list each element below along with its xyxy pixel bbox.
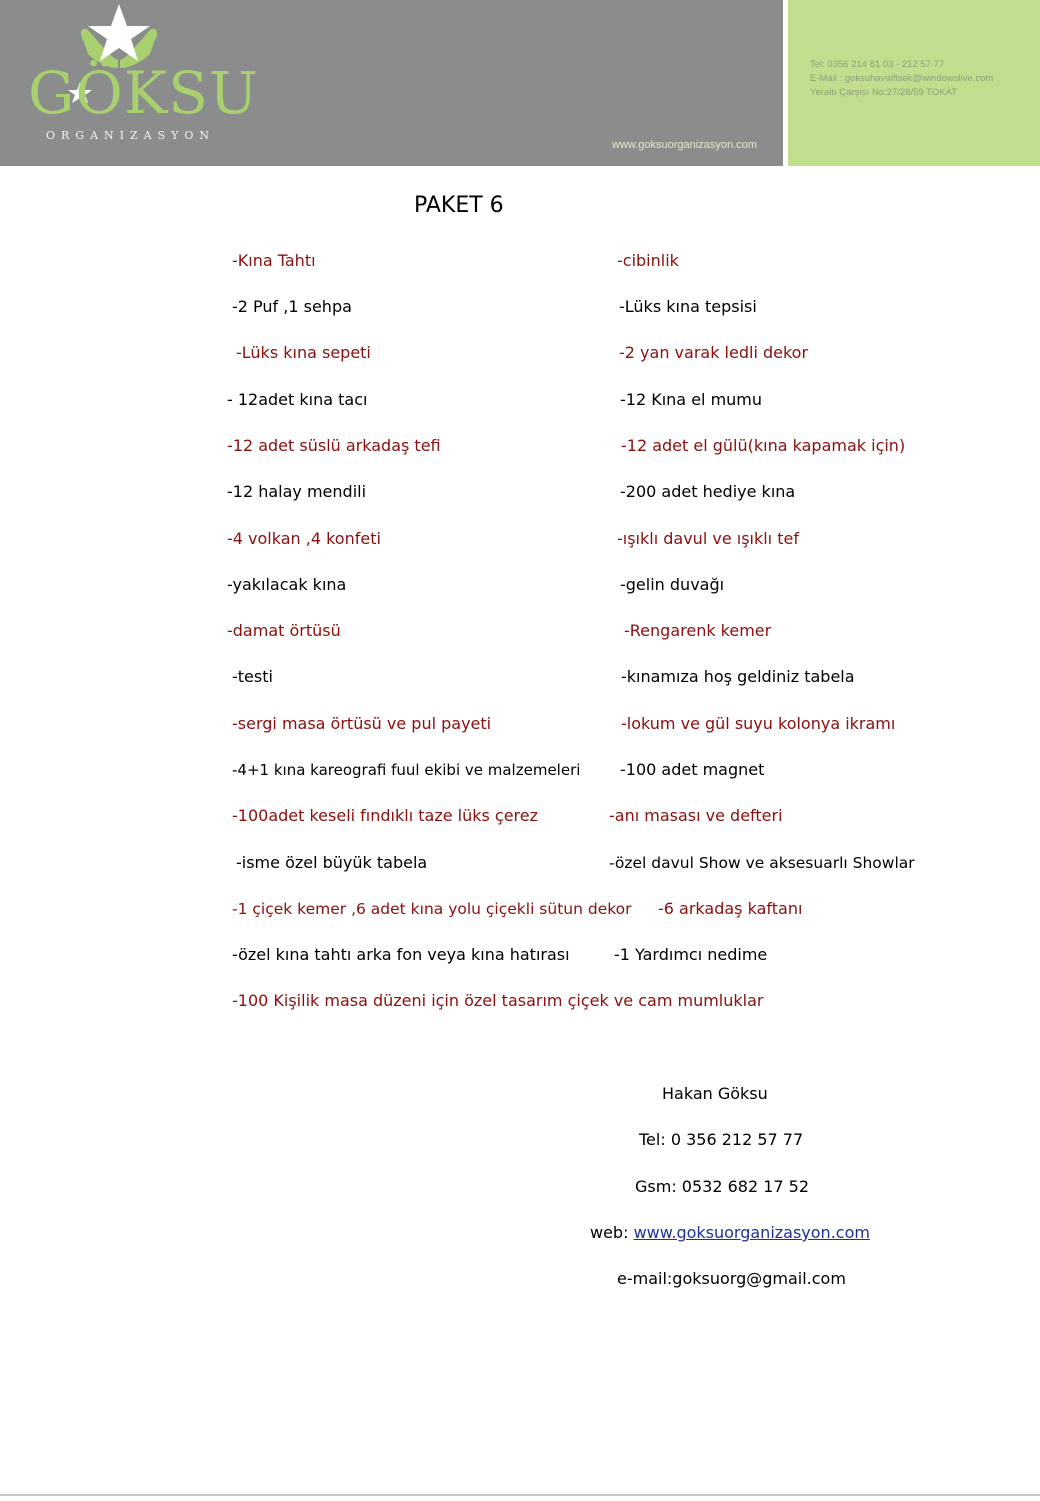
- signature-tel: Tel: 0 356 212 57 77: [639, 1130, 804, 1149]
- list-item: -özel davul Show ve aksesuarlı Showlar: [609, 854, 915, 872]
- list-item: -kınamıza hoş geldiniz tabela: [621, 667, 855, 686]
- list-item: -100adet keseli fındıklı taze lüks çerez: [232, 806, 539, 825]
- header-contact: [810, 58, 993, 100]
- list-item: -100 adet magnet: [620, 760, 765, 779]
- list-item: -100 Kişilik masa düzeni için özel tasarım çiçek ve cam mumluklar: [232, 991, 764, 1010]
- list-item: -4+1 kına kareografi fuul ekibi ve malzemeleri: [232, 761, 581, 779]
- list-item: -ışıklı davul ve ışıklı tef: [617, 529, 799, 548]
- page-bottom-border: [0, 1494, 1040, 1496]
- header-contact-line: Tel: 0356 214 81 03 - 212 57 77: [810, 59, 945, 70]
- list-item: -isme özel büyük tabela: [236, 853, 428, 872]
- list-item: -1 Yardımcı nedime: [614, 945, 768, 964]
- list-item: -1 çiçek kemer ,6 adet kına yolu çiçekli sütun dekor: [232, 900, 632, 918]
- list-item: -Lüks kına sepeti: [236, 343, 371, 362]
- list-item: -gelin duvağı: [620, 575, 725, 594]
- list-item: -Kına Tahtı: [232, 251, 316, 270]
- list-item: -damat örtüsü: [227, 621, 341, 640]
- list-item: -12 adet süslü arkadaş tefi: [227, 436, 441, 455]
- header-contact-line: Yeraltı Çarşısı No:27/28/59 TOKAT: [810, 87, 957, 98]
- website-link[interactable]: www.goksuorganizasyon.com: [633, 1223, 870, 1242]
- list-item: -12 halay mendili: [227, 482, 367, 501]
- letterhead: [0, 0, 1040, 166]
- list-item: -anı masası ve defteri: [609, 806, 783, 825]
- list-item: - 12adet kına tacı: [227, 390, 368, 409]
- list-item: -lokum ve gül suyu kolonya ikramı: [621, 714, 896, 733]
- list-item: -özel kına tahtı arka fon veya kına hatırası: [232, 945, 570, 964]
- list-item: -sergi masa örtüsü ve pul payeti: [232, 714, 492, 733]
- header-website: www.goksuorganizasyon.com: [612, 139, 757, 151]
- logo-subtitle: ORGANIZASYON: [46, 129, 216, 142]
- list-item: -yakılacak kına: [227, 575, 347, 594]
- web-label: web:: [590, 1223, 634, 1242]
- list-item: -12 Kına el mumu: [620, 390, 763, 409]
- signature-name: Hakan Göksu: [662, 1084, 768, 1103]
- list-item: -6 arkadaş kaftanı: [658, 899, 803, 918]
- header-contact-line: E-Mail : goksuhavaifisek@windowslive.com: [810, 73, 994, 84]
- signature-gsm: Gsm: 0532 682 17 52: [635, 1177, 810, 1196]
- signature-web: [590, 1223, 870, 1243]
- package-title: PAKET 6: [414, 193, 504, 218]
- list-item: -200 adet hediye kına: [620, 482, 796, 501]
- list-item: -12 adet el gülü(kına kapamak için): [621, 436, 906, 455]
- signature-email: e-mail:goksuorg@gmail.com: [617, 1269, 846, 1288]
- list-item: -Lüks kına tepsisi: [619, 297, 757, 316]
- list-item: -Rengarenk kemer: [624, 621, 772, 640]
- list-item: -testi: [232, 667, 273, 686]
- list-item: -cibinlik: [617, 251, 679, 270]
- list-item: -2 yan varak ledli dekor: [619, 343, 809, 362]
- company-logo: [12, 2, 259, 152]
- logo-wordmark: GÖKSU: [28, 59, 259, 127]
- list-item: -4 volkan ,4 konfeti: [227, 529, 381, 548]
- list-item: -2 Puf ,1 sehpa: [232, 297, 352, 316]
